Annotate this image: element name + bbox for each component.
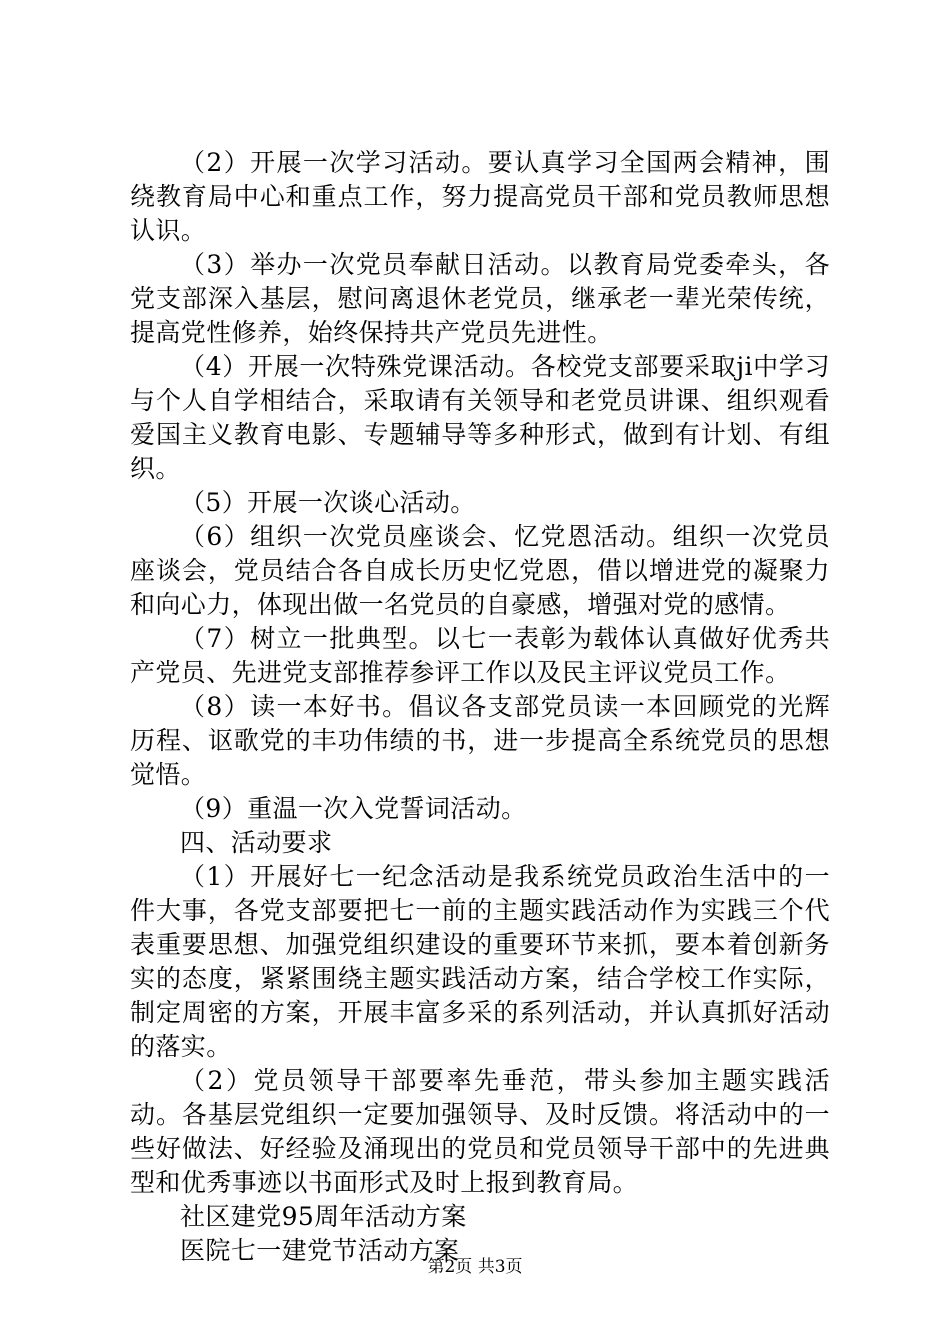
related-title-hospital: 医院七一建党节活动方案 [180,1236,460,1265]
paragraph-activity-role-models: （7）树立一批典型。以七一表彰为载体认真做好优秀共产党员、先进党支部推荐参评工作以及民主评议党员工作。 [130,624,830,687]
document-body [130,146,830,1268]
paragraph-activity-heart-talk: （5）开展一次谈心活动。 [180,488,476,517]
section-heading-requirements: 四、活动要求 [180,828,333,857]
paragraph-activity-symposium: （6）组织一次党员座谈会、忆党恩活动。组织一次党员座谈会，党员结合各自成长历史忆党恩，借以增进党的凝聚力和向心力，体现出做一名党员的自豪感，增强对党的感情。 [130,522,830,619]
paragraph-requirement-2: （2）党员领导干部要率先垂范，带头参加主题实践活动。各基层党组织一定要加强领导、及时反馈。将活动中的一些好做法、好经验及涌现出的党员和党员领导干部中的先进典型和优秀事迹以书面形式及时上报到教育局。 [130,1066,830,1197]
related-title-community: 社区建党95周年活动方案 [180,1202,467,1231]
paragraph-activity-study: （2）开展一次学习活动。要认真学习全国两会精神，围绕教育局中心和重点工作，努力提高党员干部和党员教师思想认识。 [130,148,830,245]
paragraph-requirement-1: （1）开展好七一纪念活动是我系统党员政治生活中的一件大事，各党支部要把七一前的主题实践活动作为实践三个代表重要思想、加强党组织建设的重要环节来抓，要本着创新务实的态度，紧紧围绕主题实践活动方案，结合学校工作实际，制定周密的方案，开展丰富多采的系列活动，并认真抓好活动的落实。 [130,862,830,1061]
page-number-footer: 第2页 共3页 [427,1257,523,1277]
paragraph-activity-party-lecture: （4）开展一次特殊党课活动。各校党支部要采取ji中学习与个人自学相结合，采取请有关领导和老党员讲课、组织观看爱国主义教育电影、专题辅导等多种形式，做到有计划、有组织。 [130,352,830,483]
paragraph-activity-dedication-day: （3）举办一次党员奉献日活动。以教育局党委牵头，各党支部深入基层，慰问离退休老党员，继承老一辈光荣传统，提高党性修养，始终保持共产党员先进性。 [130,250,830,347]
paragraph-activity-oath: （9）重温一次入党誓词活动。 [180,794,527,823]
paragraph-activity-reading: （8）读一本好书。倡议各支部党员读一本回顾党的光辉历程、讴歌党的丰功伟绩的书，进一步提高全系统党员的思想觉悟。 [130,692,830,789]
